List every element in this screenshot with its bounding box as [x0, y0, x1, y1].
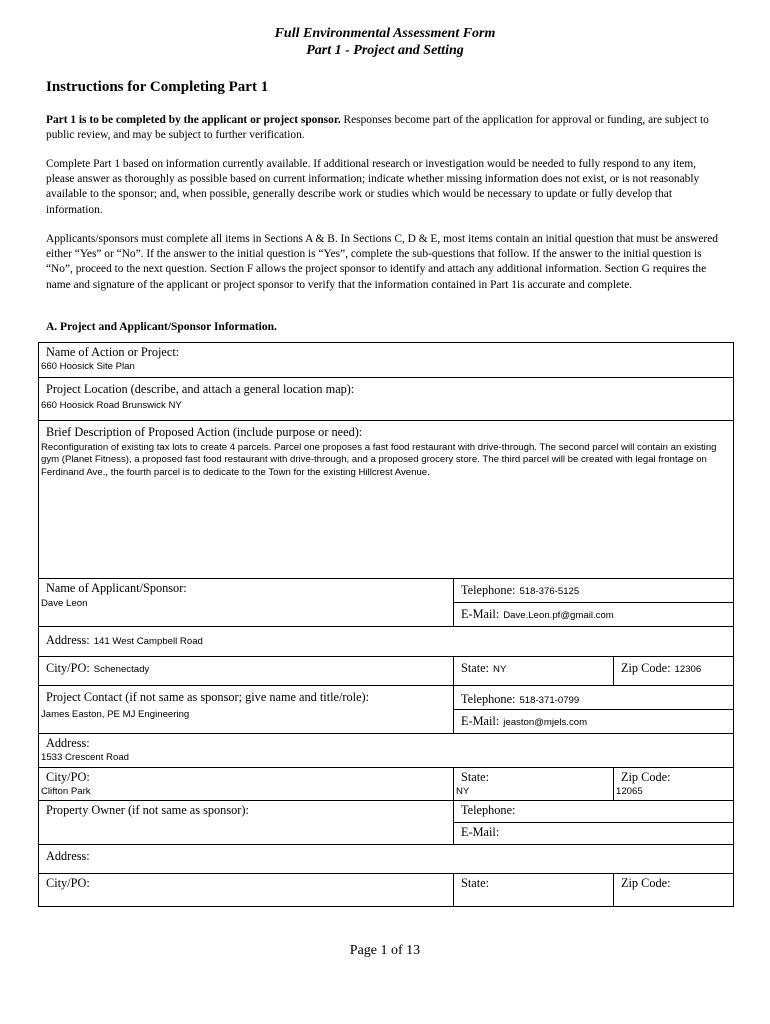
applicant-name-value[interactable]: Dave Leon [41, 598, 88, 609]
owner-name-label: Property Owner (if not same as sponsor): [46, 803, 249, 817]
project-name-label: Name of Action or Project: [46, 345, 180, 359]
contact-state-cell[interactable] [454, 768, 614, 801]
contact-zip-label: Zip Code: [621, 770, 671, 784]
applicant-address-cell[interactable] [39, 627, 734, 657]
project-description-value[interactable]: Reconfiguration of existing tax lots to create 4 parcels. Parcel one proposes a fast food restaurant with drive-through. The second parcel will contain an existing gym (Planet Fitness), a proposed fast food restaurant with drive-through, and a proposed grocery store. The third parcel will be created with legal frontage on Ferdinand Ave., the fourth parcel is to dedicate to the Town for the existing Hillcrest Avenue. [41, 442, 717, 478]
owner-email-label: E-Mail: [461, 825, 500, 839]
applicant-zip-value[interactable]: 12306 [674, 664, 702, 675]
contact-telephone-label: Telephone: [461, 692, 516, 706]
applicant-zip-cell[interactable] [614, 657, 734, 686]
applicant-state-value[interactable]: NY [493, 664, 507, 675]
contact-telephone-cell[interactable] [454, 686, 734, 710]
contact-state-value[interactable]: NY [456, 786, 470, 797]
applicant-telephone-label: Telephone: [461, 583, 516, 597]
applicant-state-cell[interactable] [454, 657, 614, 686]
project-description-label: Brief Description of Proposed Action (include purpose or need): [46, 425, 363, 439]
contact-address-value[interactable]: 1533 Crescent Road [41, 752, 129, 763]
contact-telephone-value[interactable]: 518-371-0799 [519, 695, 580, 706]
owner-zip-label: Zip Code: [621, 876, 671, 890]
instructions-paragraph-2: Complete Part 1 based on information currently available. If additional research or investigation would be needed to fully respond to any item, please answer as thoroughly as possible based on current information; indicate whether missing information does not exist, or is not reasonably available to the sponsor; and, when possible, generally describe work or studies which would be necessary to update or fully develop that information. [46, 158, 700, 216]
applicant-name-cell[interactable] [39, 579, 454, 627]
applicant-email-label: E-Mail: [461, 607, 500, 621]
applicant-address-label: Address: [46, 633, 90, 647]
applicant-name-label: Name of Applicant/Sponsor: [46, 581, 187, 595]
instructions-p1-bold: Part 1 is to be completed by the applicant or project sponsor. [46, 114, 341, 126]
applicant-email-value[interactable]: Dave.Leon.pf@gmail.com [503, 610, 614, 621]
section-a-heading: A. Project and Applicant/Sponsor Information. [46, 321, 277, 333]
project-name-cell[interactable] [39, 343, 734, 378]
contact-email-cell[interactable] [454, 710, 734, 734]
project-info-table [38, 342, 734, 907]
applicant-zip-label: Zip Code: [621, 661, 671, 675]
contact-name-cell[interactable] [39, 686, 454, 734]
owner-city-label: City/PO: [46, 876, 90, 890]
contact-city-label: City/PO: [46, 770, 90, 784]
contact-name-value[interactable]: James Easton, PE MJ Engineering [41, 709, 190, 720]
applicant-city-value[interactable]: Schenectady [93, 664, 150, 675]
owner-city-cell[interactable] [39, 874, 454, 907]
instructions-heading: Instructions for Completing Part 1 [46, 79, 269, 95]
form-subtitle: Part 1 - Project and Setting [306, 43, 464, 58]
instructions-paragraph-1 [46, 113, 726, 143]
project-name-value[interactable]: 660 Hoosick Site Plan [41, 361, 135, 372]
applicant-telephone-cell[interactable] [454, 579, 734, 603]
contact-email-label: E-Mail: [461, 714, 500, 728]
project-location-cell[interactable] [39, 378, 734, 421]
owner-state-label: State: [461, 876, 490, 890]
project-location-value[interactable]: 660 Hoosick Road Brunswick NY [41, 400, 182, 411]
instructions-paragraph-3: Applicants/sponsors must complete all items in Sections A & B. In Sections C, D & E, most items contain an initial question that must be answered either “Yes” or “No”. If the answer to the initial question is “Yes”, complete the sub-questions that follow. If the answer to the initial question is “No”, proceed to the next question. Section F allows the project sponsor to identify and attach any additional information. Section G requires the name and signature of the applicant or project sponsor to verify that the information contained in Part 1is accurate and complete. [46, 233, 718, 291]
owner-telephone-cell[interactable] [454, 801, 734, 823]
project-location-label: Project Location (describe, and attach a general location map): [46, 382, 355, 396]
applicant-address-value[interactable]: 141 West Campbell Road [93, 636, 203, 647]
contact-address-label: Address: [46, 736, 90, 750]
owner-telephone-label: Telephone: [461, 803, 516, 817]
applicant-email-cell[interactable] [454, 603, 734, 627]
contact-zip-cell[interactable] [614, 768, 734, 801]
owner-name-cell[interactable] [39, 801, 454, 845]
form-title: Full Environmental Assessment Form [274, 26, 496, 41]
contact-address-cell[interactable] [39, 734, 734, 768]
contact-city-value[interactable]: Clifton Park [41, 786, 91, 797]
applicant-telephone-value[interactable]: 518-376-5125 [519, 586, 580, 597]
contact-name-label: Project Contact (if not same as sponsor; give name and title/role): [46, 690, 370, 704]
project-description-cell[interactable] [39, 421, 734, 579]
owner-state-cell[interactable] [454, 874, 614, 907]
contact-email-value[interactable]: jeaston@mjels.com [503, 717, 588, 728]
owner-zip-cell[interactable] [614, 874, 734, 907]
page-number: Page 1 of 13 [349, 943, 421, 958]
owner-address-label: Address: [46, 849, 90, 863]
applicant-state-label: State: [461, 661, 490, 675]
applicant-city-label: City/PO: [46, 661, 90, 675]
instructions-p1-rest: Responses become part of the application for approval or funding, are subject to public review, and may be subject to further verification. [46, 114, 709, 142]
contact-city-cell[interactable] [39, 768, 454, 801]
contact-zip-value[interactable]: 12065 [616, 786, 643, 797]
applicant-city-cell[interactable] [39, 657, 454, 686]
owner-address-cell[interactable] [39, 845, 734, 874]
owner-email-cell[interactable] [454, 823, 734, 845]
contact-state-label: State: [461, 770, 490, 784]
